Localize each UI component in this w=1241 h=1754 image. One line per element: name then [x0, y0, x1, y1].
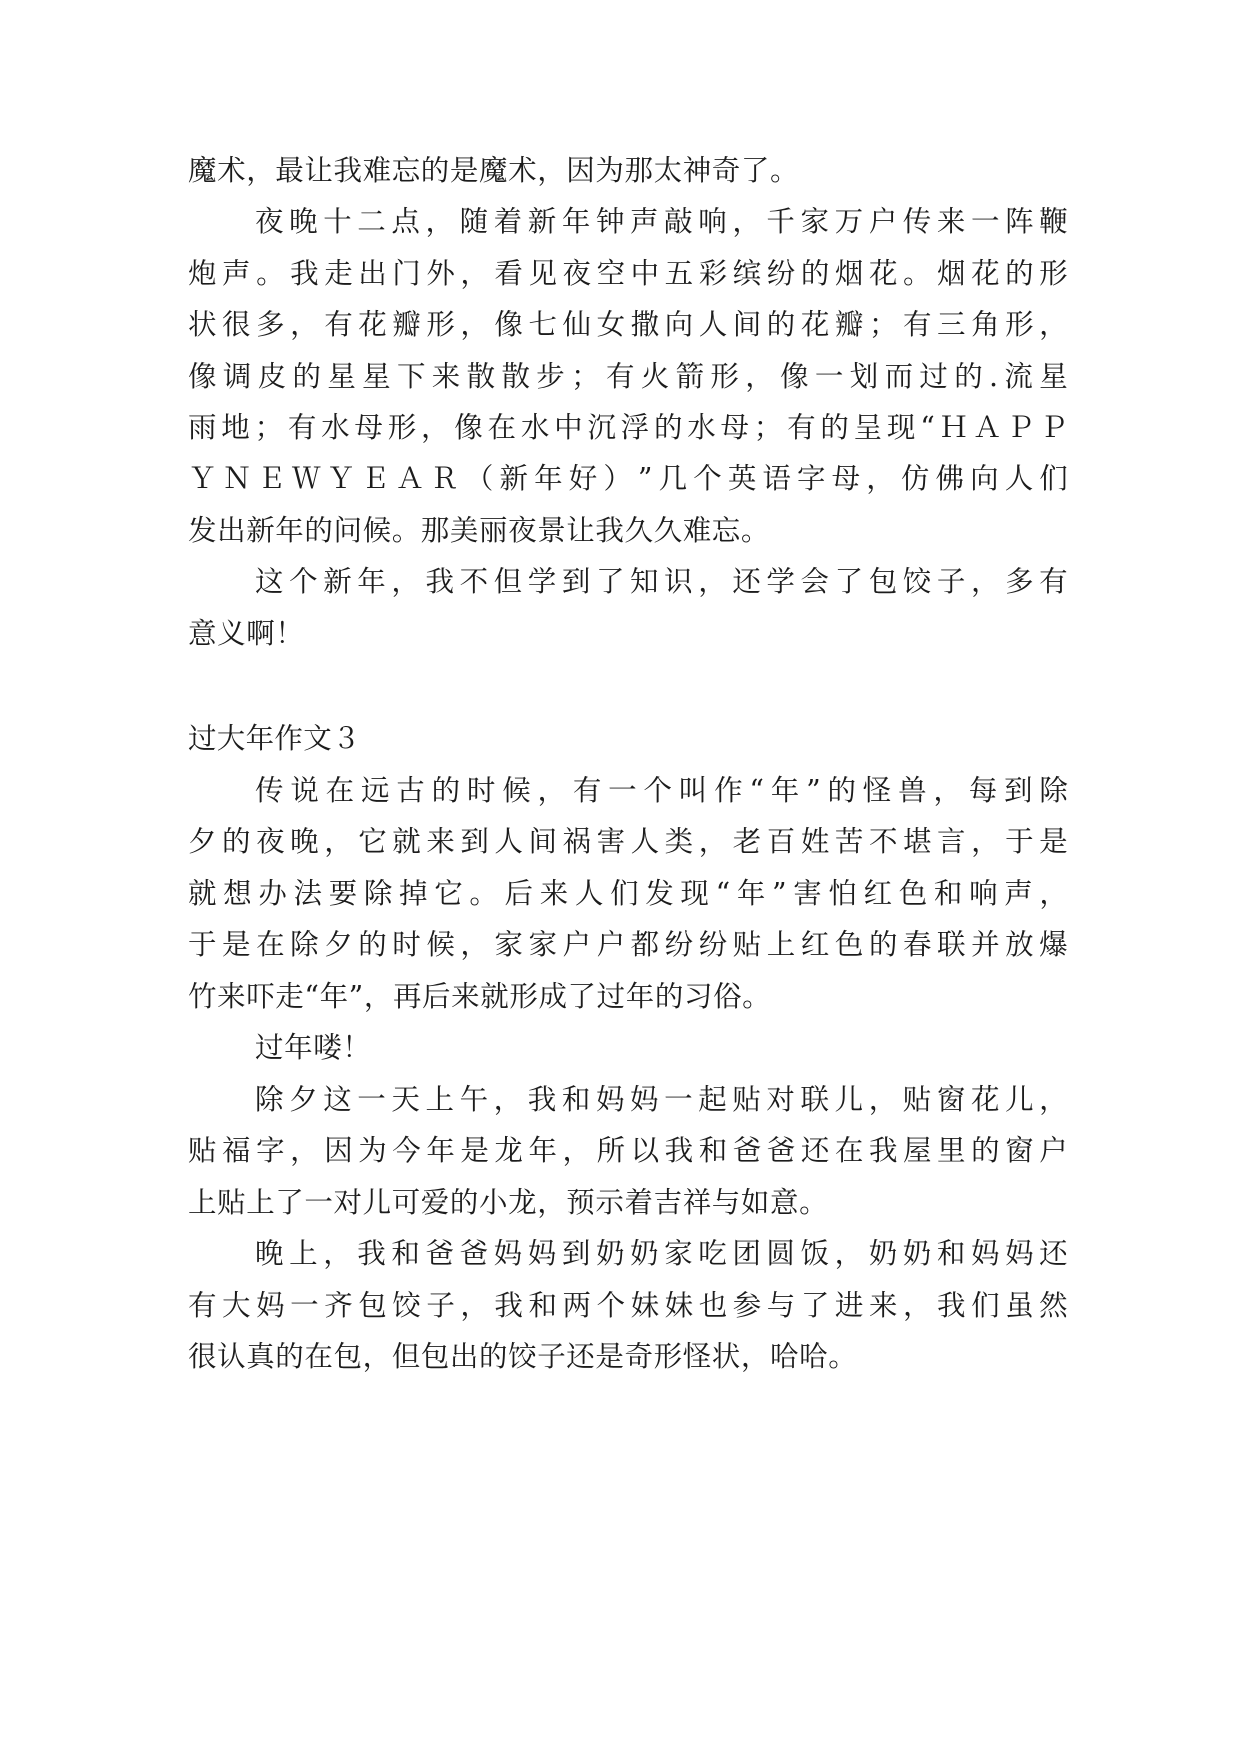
paragraph-line: 有 大 妈 一 齐 包 饺 子 ， 我 和 两 个 妹 妹 也 参 与 了 进 来 ， 我 们 虽 然	[188, 1289, 1068, 1322]
paragraph-line: 魔术，最让我难忘的是魔术，因为那太神奇了。	[188, 154, 800, 187]
paragraph-line: 贴 福 字 ， 因 为 今 年 是 龙 年 ， 所 以 我 和 爸 爸 还 在 我 屋 里 的 窗 户	[188, 1134, 1068, 1167]
paragraph-line: 除 夕 这 一 天 上 午 ， 我 和 妈 妈 一 起 贴 对 联 儿 ， 贴 窗 花 儿 ，	[255, 1083, 1068, 1116]
paragraph-line: 过年喽！	[255, 1031, 372, 1064]
paragraph-line: 状 很 多 ， 有 花 瓣 形 ， 像 七 仙 女 撒 向 人 间 的 花 瓣 ； 有 三 角 形 ，	[188, 308, 1068, 341]
paragraph-line: 发出新年的问候。那美丽夜景让我久久难忘。	[188, 514, 771, 547]
paragraph-line: 竹来吓走“年”，再后来就形成了过年的习俗。	[188, 980, 772, 1013]
paragraph-line: 晚 上 ， 我 和 爸 爸 妈 妈 到 奶 奶 家 吃 团 圆 饭 ， 奶 奶 和 妈 妈 还	[255, 1237, 1068, 1270]
section-heading: 过大年作文３	[188, 722, 361, 755]
paragraph-line: Ｙ Ｎ Ｅ Ｗ Ｙ Ｅ Ａ Ｒ （ 新 年 好 ） ” 几 个 英 语 字 母 ， 仿 佛 向 人 们	[188, 462, 1068, 495]
paragraph-line: 这 个 新 年 ， 我 不 但 学 到 了 知 识 ， 还 学 会 了 包 饺 子 ， 多 有	[255, 565, 1068, 598]
paragraph-line: 夕 的 夜 晚 ， 它 就 来 到 人 间 祸 害 人 类 ， 老 百 姓 苦 不 堪 言 ， 于 是	[188, 825, 1068, 858]
paragraph-line: 像 调 皮 的 星 星 下 来 散 散 步 ； 有 火 箭 形 ， 像 一 划 而 过 的 . 流 星	[188, 360, 1068, 393]
paragraph-line: 上贴上了一对儿可爱的小龙，预示着吉祥与如意。	[188, 1186, 829, 1219]
paragraph-line: 就 想 办 法 要 除 掉 它 。 后 来 人 们 发 现 “ 年 ” 害 怕 红 色 和 响 声 ，	[188, 877, 1068, 910]
paragraph-line: 传 说 在 远 古 的 时 候 ， 有 一 个 叫 作 “ 年 ” 的 怪 兽 ， 每 到 除	[255, 774, 1068, 807]
paragraph-line: 于 是 在 除 夕 的 时 候 ， 家 家 户 户 都 纷 纷 贴 上 红 色 的 春 联 并 放 爆	[188, 928, 1068, 961]
paragraph-line: 意义啊！	[188, 617, 305, 650]
paragraph-line: 很认真的在包，但包出的饺子还是奇形怪状，哈哈。	[188, 1340, 858, 1373]
paragraph-line: 夜 晚 十 二 点 ， 随 着 新 年 钟 声 敲 响 ， 千 家 万 户 传 来 一 阵 鞭	[255, 205, 1068, 238]
paragraph-line: 雨 地 ； 有 水 母 形 ， 像 在 水 中 沉 浮 的 水 母 ； 有 的 呈 现 “ Ｈ Ａ Ｐ Ｐ	[188, 411, 1068, 444]
paragraph-line: 炮 声 。 我 走 出 门 外 ， 看 见 夜 空 中 五 彩 缤 纷 的 烟 花 。 烟 花 的 形	[188, 257, 1068, 290]
